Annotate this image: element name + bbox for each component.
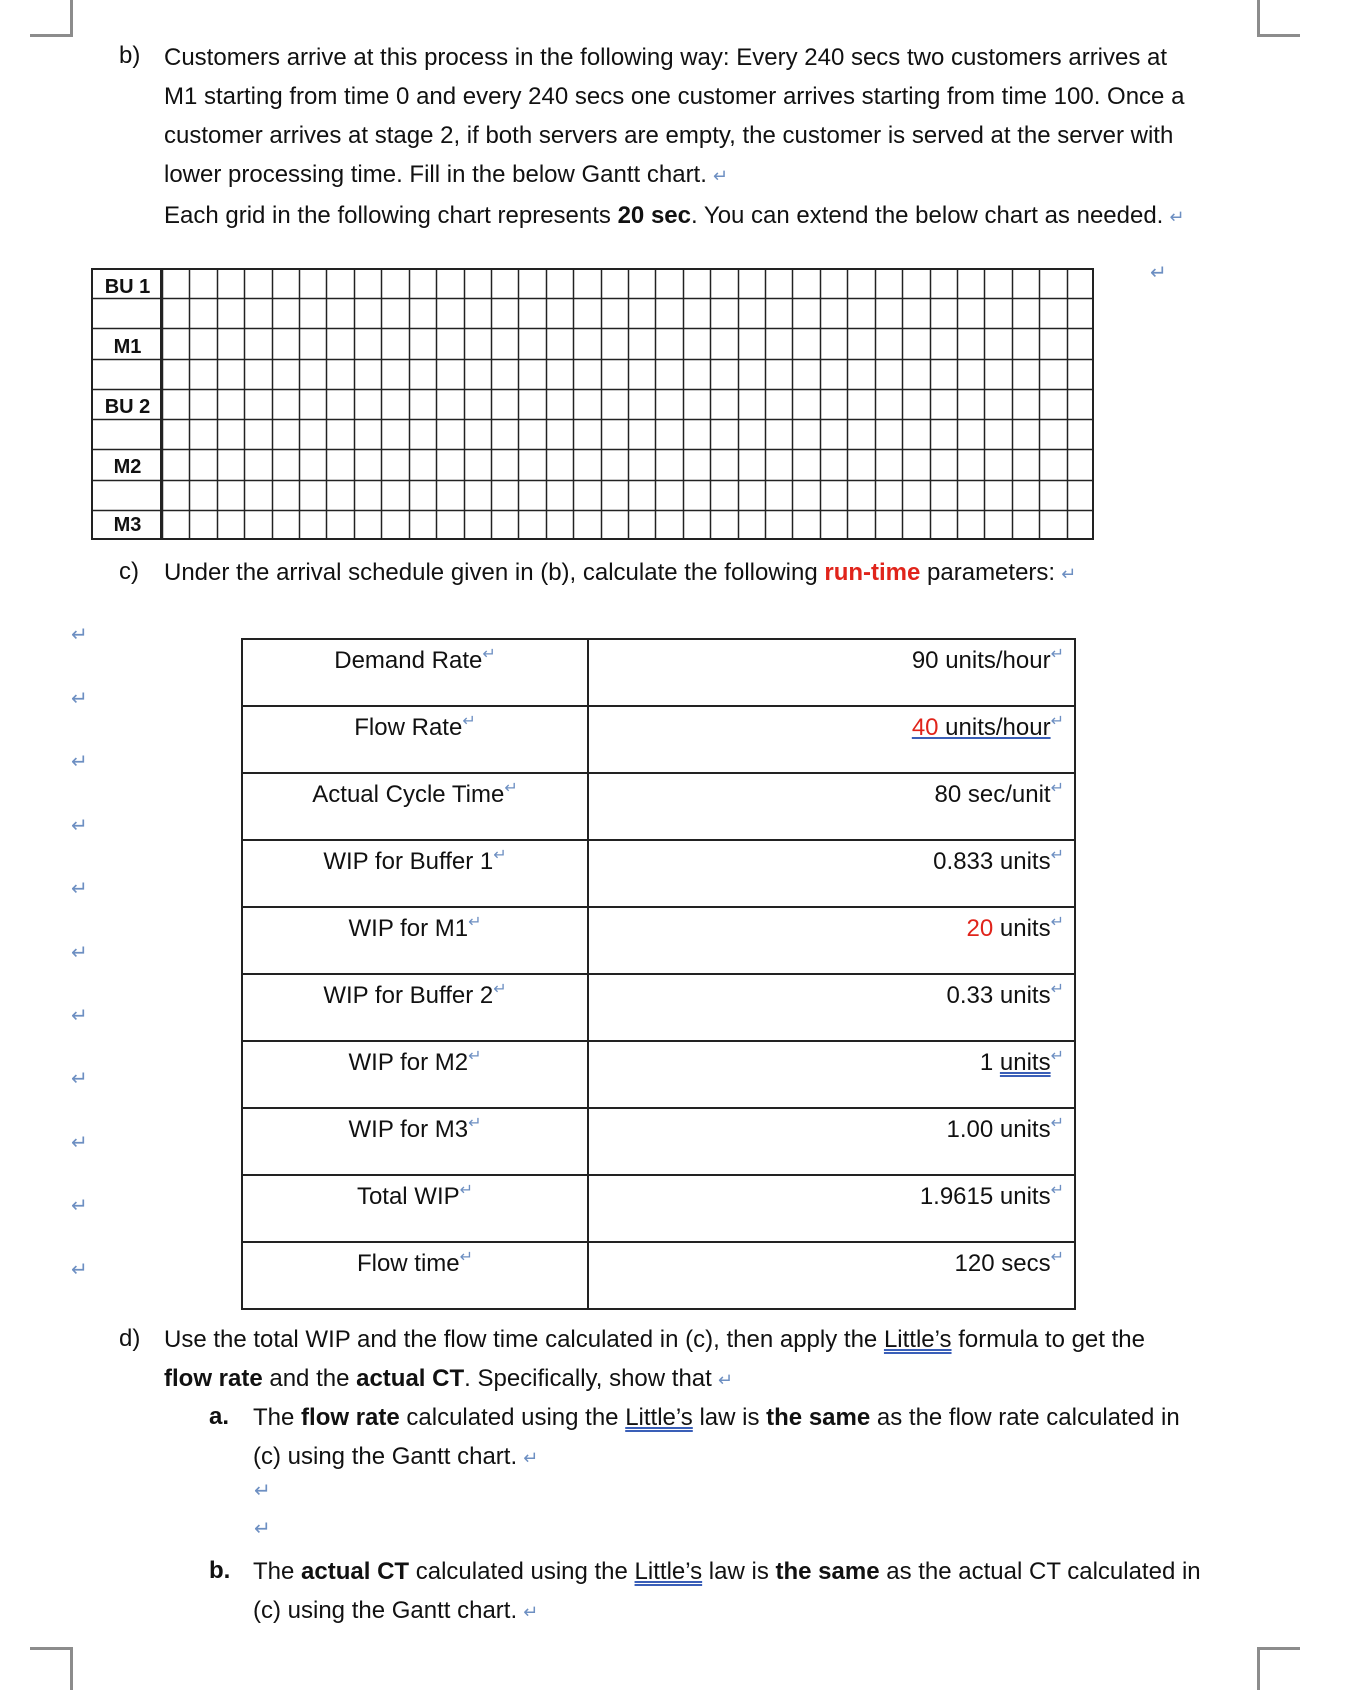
- grid-note: Each grid in the following chart represents 20 sec. You can extend the below chart as needed. ↵: [164, 202, 1185, 229]
- gantt-row-label: BU 1: [104, 276, 151, 298]
- param-value[interactable]: 120 secs↵: [588, 1242, 1075, 1309]
- part-d-a-label: a.: [209, 1403, 230, 1430]
- part-b-line: lower processing time. Fill in the below Gantt chart. ↵: [164, 161, 728, 188]
- param-name: Demand Rate↵: [242, 639, 588, 706]
- paragraph-mark-icon: ↵: [254, 1518, 271, 1540]
- paragraph-mark-icon: ↵: [71, 878, 88, 900]
- param-value[interactable]: 0.833 units↵: [588, 840, 1075, 907]
- paragraph-mark-icon: ↵: [71, 1259, 88, 1281]
- part-d-label: d): [119, 1325, 141, 1352]
- param-value[interactable]: 1.00 units↵: [588, 1108, 1075, 1175]
- table-row: [242, 1108, 1075, 1175]
- gantt-grid[interactable]: [91, 268, 1094, 540]
- param-value[interactable]: 1 units↵: [588, 1041, 1075, 1108]
- crop-mark-bottom-left: [30, 1647, 73, 1690]
- part-b-line: M1 starting from time 0 and every 240 secs one customer arrives starting from time 100. Once a: [164, 83, 1185, 110]
- gantt-row-label: M1: [113, 336, 142, 358]
- paragraph-mark-icon: ↵: [712, 166, 728, 186]
- crop-mark-top-right: [1257, 0, 1300, 37]
- part-c-label: c): [119, 558, 139, 585]
- gantt-chart[interactable]: [91, 268, 1094, 540]
- table-row: [242, 1041, 1075, 1108]
- param-value[interactable]: 0.33 units↵: [588, 974, 1075, 1041]
- gantt-row-label: BU 2: [104, 396, 151, 418]
- param-value[interactable]: 20 units↵: [588, 907, 1075, 974]
- table-row: [242, 1242, 1075, 1309]
- paragraph-mark-icon: ↵: [717, 1370, 733, 1390]
- param-value[interactable]: 40 units/hour↵: [588, 706, 1075, 773]
- paragraph-mark-icon: ↵: [71, 942, 88, 964]
- param-name: WIP for Buffer 2↵: [242, 974, 588, 1041]
- table-row: [242, 840, 1075, 907]
- part-b-text: [164, 38, 1314, 237]
- gantt-row-labels: [91, 268, 162, 540]
- part-c-text: Under the arrival schedule given in (b), calculate the following run-time parameters: ↵: [164, 559, 1077, 586]
- param-name: WIP for M1↵: [242, 907, 588, 974]
- part-b-line: customer arrives at stage 2, if both servers are empty, the customer is served at the server with: [164, 122, 1174, 149]
- param-name: WIP for M3↵: [242, 1108, 588, 1175]
- paragraph-mark-icon: ↵: [1150, 262, 1167, 284]
- part-d-b-text: The actual CT calculated using the Little’s law is the same as the actual CT calculated in (c) using the Gantt chart. ↵: [253, 1558, 1201, 1624]
- table-row: [242, 773, 1075, 840]
- parameters-table: [241, 638, 1076, 1310]
- table-row: [242, 706, 1075, 773]
- paragraph-mark-icon: ↵: [71, 815, 88, 837]
- param-name: WIP for Buffer 1↵: [242, 840, 588, 907]
- part-b-label: b): [119, 42, 141, 69]
- param-name: Flow time↵: [242, 1242, 588, 1309]
- param-name: Flow Rate↵: [242, 706, 588, 773]
- param-name: WIP for M2↵: [242, 1041, 588, 1108]
- littles-link: Little’s: [883, 1326, 952, 1353]
- paragraph-mark-icon: ↵: [1061, 564, 1077, 584]
- part-d-text: Use the total WIP and the flow time calculated in (c), then apply the Little’s formula to get the flow rate and the actual CT. Specifically, show that ↵: [164, 1326, 1145, 1392]
- table-row: [242, 974, 1075, 1041]
- table-row: [242, 639, 1075, 706]
- crop-mark-bottom-right: [1257, 1647, 1300, 1690]
- gantt-border: [92, 269, 1093, 539]
- paragraph-mark-icon: ↵: [523, 1448, 539, 1468]
- paragraph-mark-icon: ↵: [71, 1195, 88, 1217]
- paragraph-mark-icon: ↵: [71, 624, 88, 646]
- part-b-line: Customers arrive at this process in the following way: Every 240 secs two customers arrives at: [164, 44, 1168, 71]
- paragraph-mark-icon: ↵: [71, 751, 88, 773]
- paragraph-mark-icon: ↵: [71, 1132, 88, 1154]
- paragraph-mark-icon: ↵: [523, 1602, 539, 1622]
- part-d-b-label: b.: [209, 1557, 231, 1584]
- paragraph-mark-icon: ↵: [71, 1005, 88, 1027]
- paragraph-mark-icon: ↵: [71, 688, 88, 710]
- param-name: Actual Cycle Time↵: [242, 773, 588, 840]
- crop-mark-top-left: [30, 0, 73, 37]
- paragraph-mark-icon: ↵: [1169, 207, 1185, 227]
- table-row: [242, 907, 1075, 974]
- part-d-a-text: The flow rate calculated using the Little’s law is the same as the flow rate calculated in (c) using the Gantt chart. ↵: [253, 1404, 1180, 1470]
- param-name: Total WIP↵: [242, 1175, 588, 1242]
- param-value[interactable]: 80 sec/unit↵: [588, 773, 1075, 840]
- paragraph-mark-icon: ↵: [254, 1480, 271, 1502]
- param-value[interactable]: 1.9615 units↵: [588, 1175, 1075, 1242]
- param-value[interactable]: 90 units/hour↵: [588, 639, 1075, 706]
- paragraph-mark-icon: ↵: [71, 1068, 88, 1090]
- gantt-row-label: M2: [113, 456, 142, 478]
- gantt-row-label: M3: [113, 514, 142, 536]
- table-row: [242, 1175, 1075, 1242]
